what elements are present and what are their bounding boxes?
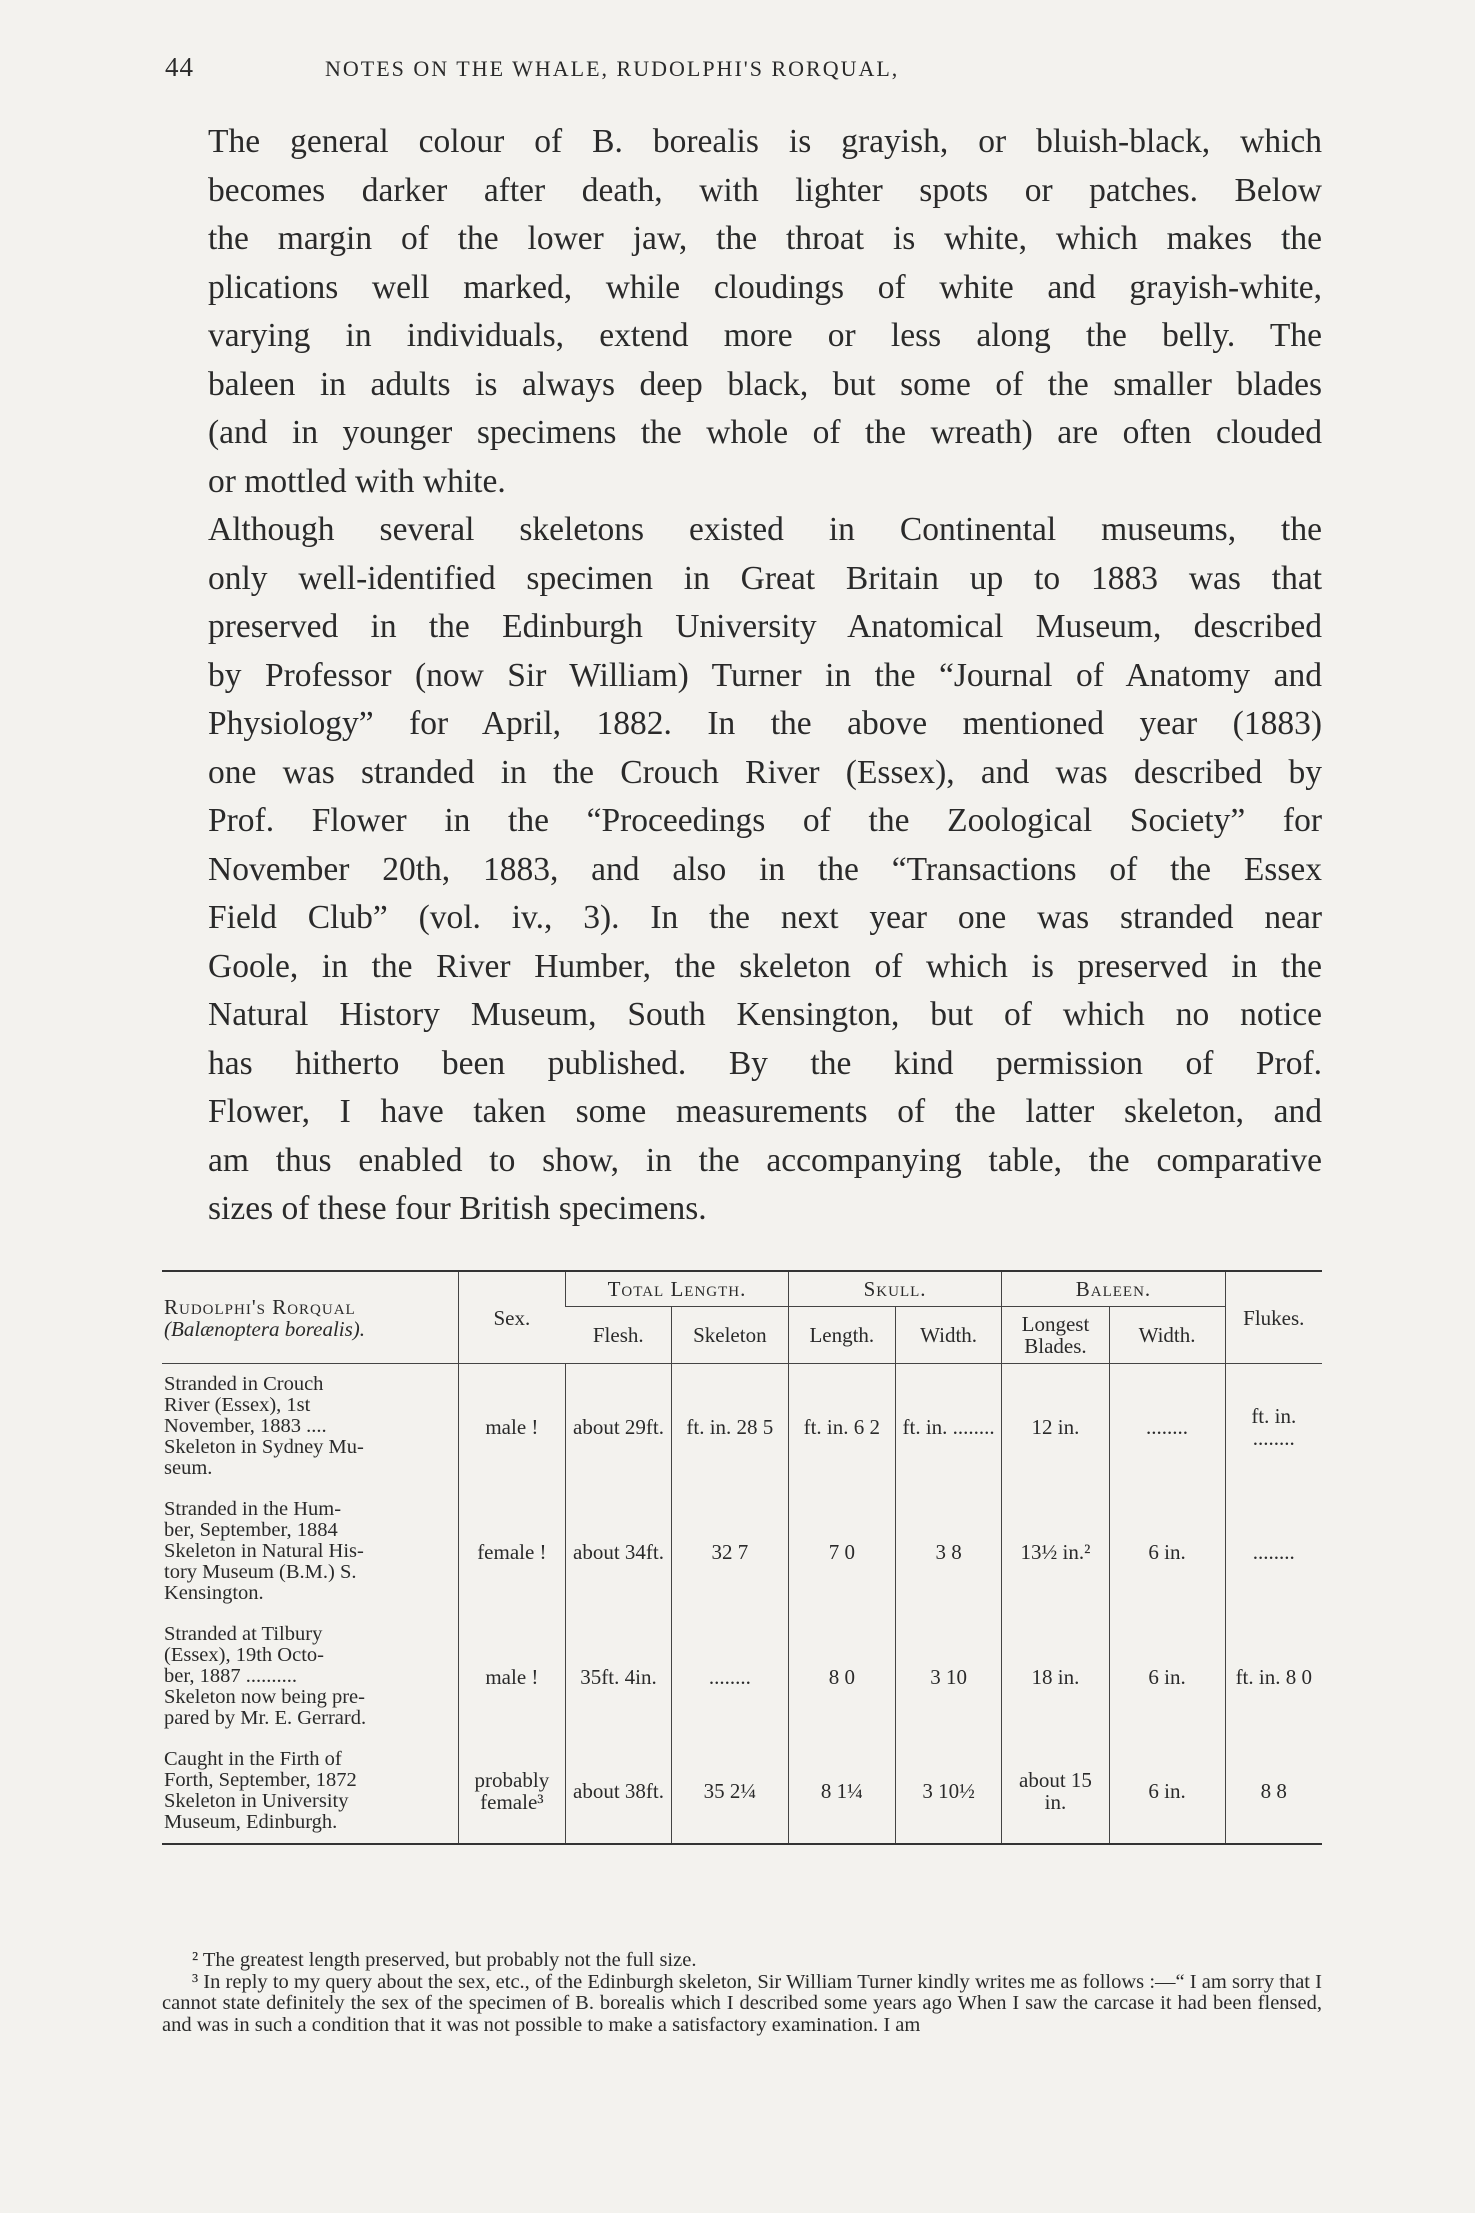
- table-row: [162, 1739, 1322, 1844]
- table-row: [162, 1489, 1322, 1614]
- sex-cell: male !: [458, 1614, 566, 1739]
- running-head: [165, 52, 1325, 92]
- flukes-cell: ft. in. ........: [1225, 1364, 1322, 1490]
- baleen-width-column-header: Width.: [1109, 1307, 1225, 1364]
- flukes-cell: 8 8: [1225, 1739, 1322, 1844]
- baleen-width-cell: ........: [1109, 1364, 1225, 1490]
- flukes-cell: ft. in. 8 0: [1225, 1614, 1322, 1739]
- baleen-width-cell: 6 in.: [1109, 1739, 1225, 1844]
- description-line: Skeleton in University: [164, 1790, 349, 1812]
- longest-blades-cell: 18 in.: [1002, 1614, 1109, 1739]
- specimen-description: [162, 1739, 458, 1844]
- longest-blades-cell: about 15 in.: [1002, 1739, 1109, 1844]
- specimen-description: [162, 1489, 458, 1614]
- footnotes: [162, 1950, 1322, 2036]
- text-line: Goole, in the River Humber, the skeleton of which is preserved in the: [208, 947, 1322, 985]
- flesh-length-cell: 35ft. 4in.: [566, 1614, 672, 1739]
- baleen-header: Baleen.: [1002, 1271, 1225, 1307]
- description-line: (Essex), 19th Octo-: [164, 1644, 324, 1666]
- description-line: tory Museum (B.M.) S.: [164, 1561, 357, 1583]
- skeleton-column-header: Skeleton: [671, 1307, 788, 1364]
- text-line: Field Club” (vol. iv., 3). In the next year one was stranded near: [208, 899, 1322, 936]
- skull-length-cell: 8 1¼: [788, 1739, 895, 1844]
- table-title: Rudolphi's Rorqual: [164, 1294, 356, 1319]
- text-line: Physiology” for April, 1882. In the above mentioned year (1883): [208, 705, 1322, 742]
- description-line: Museum, Edinburgh.: [164, 1811, 338, 1833]
- skull-width-cell: 3 10½: [895, 1739, 1002, 1844]
- text-line: or mottled with white.: [208, 462, 506, 500]
- description-line: seum.: [164, 1457, 213, 1479]
- text-line: Natural History Museum, South Kensington, but of which no notice: [208, 996, 1322, 1033]
- skeleton-length-cell: ft. in. 28 5: [671, 1364, 788, 1490]
- skeleton-length-cell: 32 7: [671, 1489, 788, 1614]
- description-line: River (Essex), 1st: [164, 1394, 311, 1416]
- text-line: by Professor (now Sir William) Turner in the “Journal of Anatomy and: [208, 656, 1322, 694]
- text-line: Flower, I have taken some measurements of the latter skeleton, and: [208, 1093, 1322, 1130]
- table-subtitle: (Balænoptera borealis).: [164, 1316, 366, 1341]
- footnote: ² The greatest length preserved, but probably not the full size.: [192, 1949, 697, 1971]
- baleen-width-cell: 6 in.: [1109, 1614, 1225, 1739]
- description-line: Stranded at Tilbury: [164, 1623, 323, 1645]
- table-header-row: [162, 1271, 1322, 1307]
- text-line: only well-identified specimen in Great Britain up to 1883 was that: [208, 559, 1322, 597]
- description-line: November, 1883 ....: [164, 1415, 327, 1437]
- description-line: ber, September, 1884: [164, 1519, 338, 1541]
- skull-length-cell: 8 0: [788, 1614, 895, 1739]
- longest-blades-column-header: Longest Blades.: [1002, 1307, 1109, 1364]
- paragraph-2: [165, 506, 1322, 1234]
- text-line: plications well marked, while cloudings of white and grayish-white,: [208, 268, 1322, 306]
- sex-cell: male !: [458, 1364, 566, 1490]
- description-line: pared by Mr. E. Gerrard.: [164, 1707, 367, 1729]
- sex-cell: female !: [458, 1489, 566, 1614]
- skeleton-length-cell: 35 2¼: [671, 1739, 788, 1844]
- text-line: November 20th, 1883, and also in the “Transactions of the Essex: [208, 850, 1322, 888]
- description-line: Caught in the Firth of: [164, 1748, 342, 1770]
- skull-width-cell: ft. in. ........: [895, 1364, 1002, 1490]
- skull-width-cell: 3 8: [895, 1489, 1002, 1614]
- flukes-cell: ........: [1225, 1489, 1322, 1614]
- text-line: the margin of the lower jaw, the throat is white, which makes the: [208, 220, 1322, 257]
- specimen-column-header: [162, 1271, 458, 1364]
- text-line: varying in individuals, extend more or less along the belly. The: [208, 317, 1322, 354]
- baleen-width-cell: 6 in.: [1109, 1489, 1225, 1614]
- skull-width-cell: 3 10: [895, 1614, 1002, 1739]
- flesh-length-cell: about 38ft.: [566, 1739, 672, 1844]
- description-line: Skeleton now being pre-: [164, 1686, 365, 1708]
- description-line: Skeleton in Sydney Mu-: [164, 1436, 364, 1458]
- description-line: Stranded in Crouch: [164, 1373, 324, 1395]
- description-line: Skeleton in Natural His-: [164, 1540, 364, 1562]
- skull-length-cell: 7 0: [788, 1489, 895, 1614]
- text-line: (and in younger specimens the whole of the wreath) are often clouded: [208, 414, 1322, 451]
- text-line: am thus enabled to show, in the accompanying table, the comparative: [208, 1141, 1322, 1179]
- measurements-table: [162, 1270, 1322, 1845]
- text-line: becomes darker after death, with lighter spots or patches. Below: [208, 171, 1322, 209]
- sex-column-header: Sex.: [458, 1271, 566, 1364]
- paragraph-1: [165, 118, 1322, 506]
- sex-cell: probably female³: [458, 1739, 566, 1844]
- text-line: one was stranded in the Crouch River (Essex), and was described by: [208, 753, 1322, 791]
- text-line: Prof. Flower in the “Proceedings of the Zoological Society” for: [208, 802, 1322, 839]
- footnote: ³ In reply to my query about the sex, etc., of the Edinburgh skeleton, Sir William Turner kindly writes me as follows :—“ I am sorry that I cannot state definitely the sex of the specimen of B. borealis which I described some years ago When I saw the carcase it had been flensed, and was in such a condition that it was not possible to make a satisfactory examination. I am: [162, 1970, 1322, 2036]
- specimen-description: [162, 1614, 458, 1739]
- longest-blades-cell: 12 in.: [1002, 1364, 1109, 1490]
- table-row: [162, 1364, 1322, 1490]
- flukes-column-header: Flukes.: [1225, 1271, 1322, 1364]
- flesh-column-header: Flesh.: [566, 1307, 672, 1364]
- text-line: baleen in adults is always deep black, but some of the smaller blades: [208, 365, 1322, 403]
- skull-width-column-header: Width.: [895, 1307, 1002, 1364]
- text-line: The general colour of B. borealis is grayish, or bluish-black, which: [208, 123, 1322, 160]
- flesh-length-cell: about 34ft.: [566, 1489, 672, 1614]
- skull-length-column-header: Length.: [788, 1307, 895, 1364]
- skull-header: Skull.: [788, 1271, 1002, 1307]
- description-line: ber, 1887 ..........: [164, 1665, 297, 1687]
- longest-blades-cell: 13½ in.²: [1002, 1489, 1109, 1614]
- text-line: Although several skeletons existed in Continental museums, the: [208, 511, 1322, 548]
- skull-length-cell: ft. in. 6 2: [788, 1364, 895, 1490]
- total-length-header: Total Length.: [566, 1271, 789, 1307]
- table-row: [162, 1614, 1322, 1739]
- description-line: Stranded in the Hum-: [164, 1498, 342, 1520]
- body-text: [165, 118, 1322, 1234]
- description-line: Kensington.: [164, 1582, 264, 1604]
- text-line: preserved in the Edinburgh University Anatomical Museum, described: [208, 608, 1322, 645]
- running-head-title: NOTES ON THE WHALE, RUDOLPHI'S RORQUAL,: [325, 56, 900, 81]
- text-line: sizes of these four British specimens.: [208, 1190, 707, 1227]
- description-line: Forth, September, 1872: [164, 1769, 357, 1791]
- text-line: has hitherto been published. By the kind permission of Prof.: [208, 1044, 1322, 1082]
- specimen-description: [162, 1364, 458, 1490]
- flesh-length-cell: about 29ft.: [566, 1364, 672, 1490]
- page-number: 44: [165, 52, 194, 82]
- skeleton-length-cell: ........: [671, 1614, 788, 1739]
